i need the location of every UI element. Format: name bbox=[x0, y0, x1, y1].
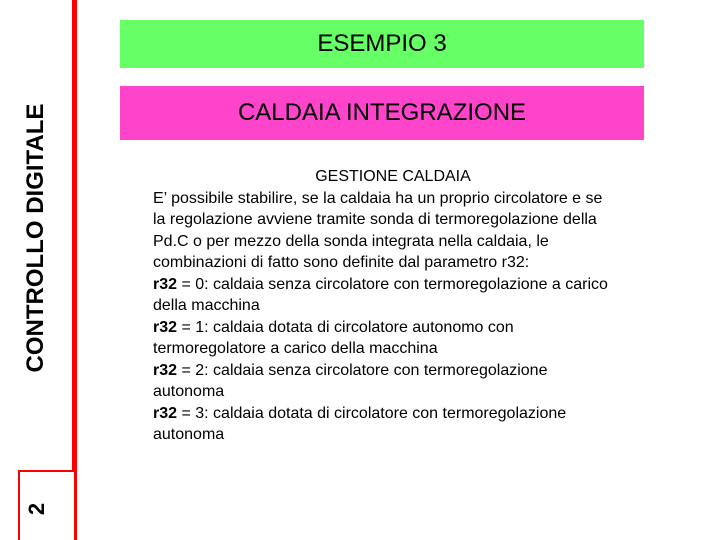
slide-body bbox=[153, 166, 613, 446]
option-item bbox=[153, 403, 613, 446]
intro-paragraph: E’ possibile stabilire, se la caldaia ha un proprio circolatore e se la regolazione avviene tramite sonda di termoregolazione della Pd.C o per mezzo della sonda integrata nella caldaia, le combinazioni di fatto sono definite dal parametro r32: bbox=[153, 189, 603, 271]
topic-title: CALDAIA INTEGRAZIONE bbox=[237, 99, 527, 126]
topic-banner bbox=[120, 86, 644, 140]
option-item bbox=[153, 360, 613, 403]
section-heading: GESTIONE CALDAIA bbox=[315, 168, 471, 185]
option-item bbox=[153, 274, 613, 317]
vertical-section-title: CONTROLLO DIGITALE bbox=[22, 103, 49, 373]
param-code: r32 bbox=[153, 275, 178, 293]
sidebar-divider-line bbox=[72, 0, 77, 540]
param-code: r32 bbox=[153, 318, 178, 336]
option-text: = 3: caldaia dotata di circolatore con termoregolazione autonoma bbox=[153, 404, 567, 443]
param-code: r32 bbox=[153, 404, 178, 422]
option-item bbox=[153, 317, 613, 360]
option-text: = 0: caldaia senza circolatore con termoregolazione a carico della macchina bbox=[153, 275, 608, 314]
example-banner bbox=[120, 20, 644, 68]
section-number: 2 bbox=[24, 502, 49, 516]
option-text: = 2: caldaia senza circolatore con termoregolazione autonoma bbox=[153, 361, 548, 400]
option-text: = 1: caldaia dotata di circolatore autonomo con termoregolatore a carico della macchina bbox=[153, 318, 514, 357]
param-code: r32 bbox=[153, 361, 178, 379]
example-label: ESEMPIO 3 bbox=[317, 30, 447, 57]
